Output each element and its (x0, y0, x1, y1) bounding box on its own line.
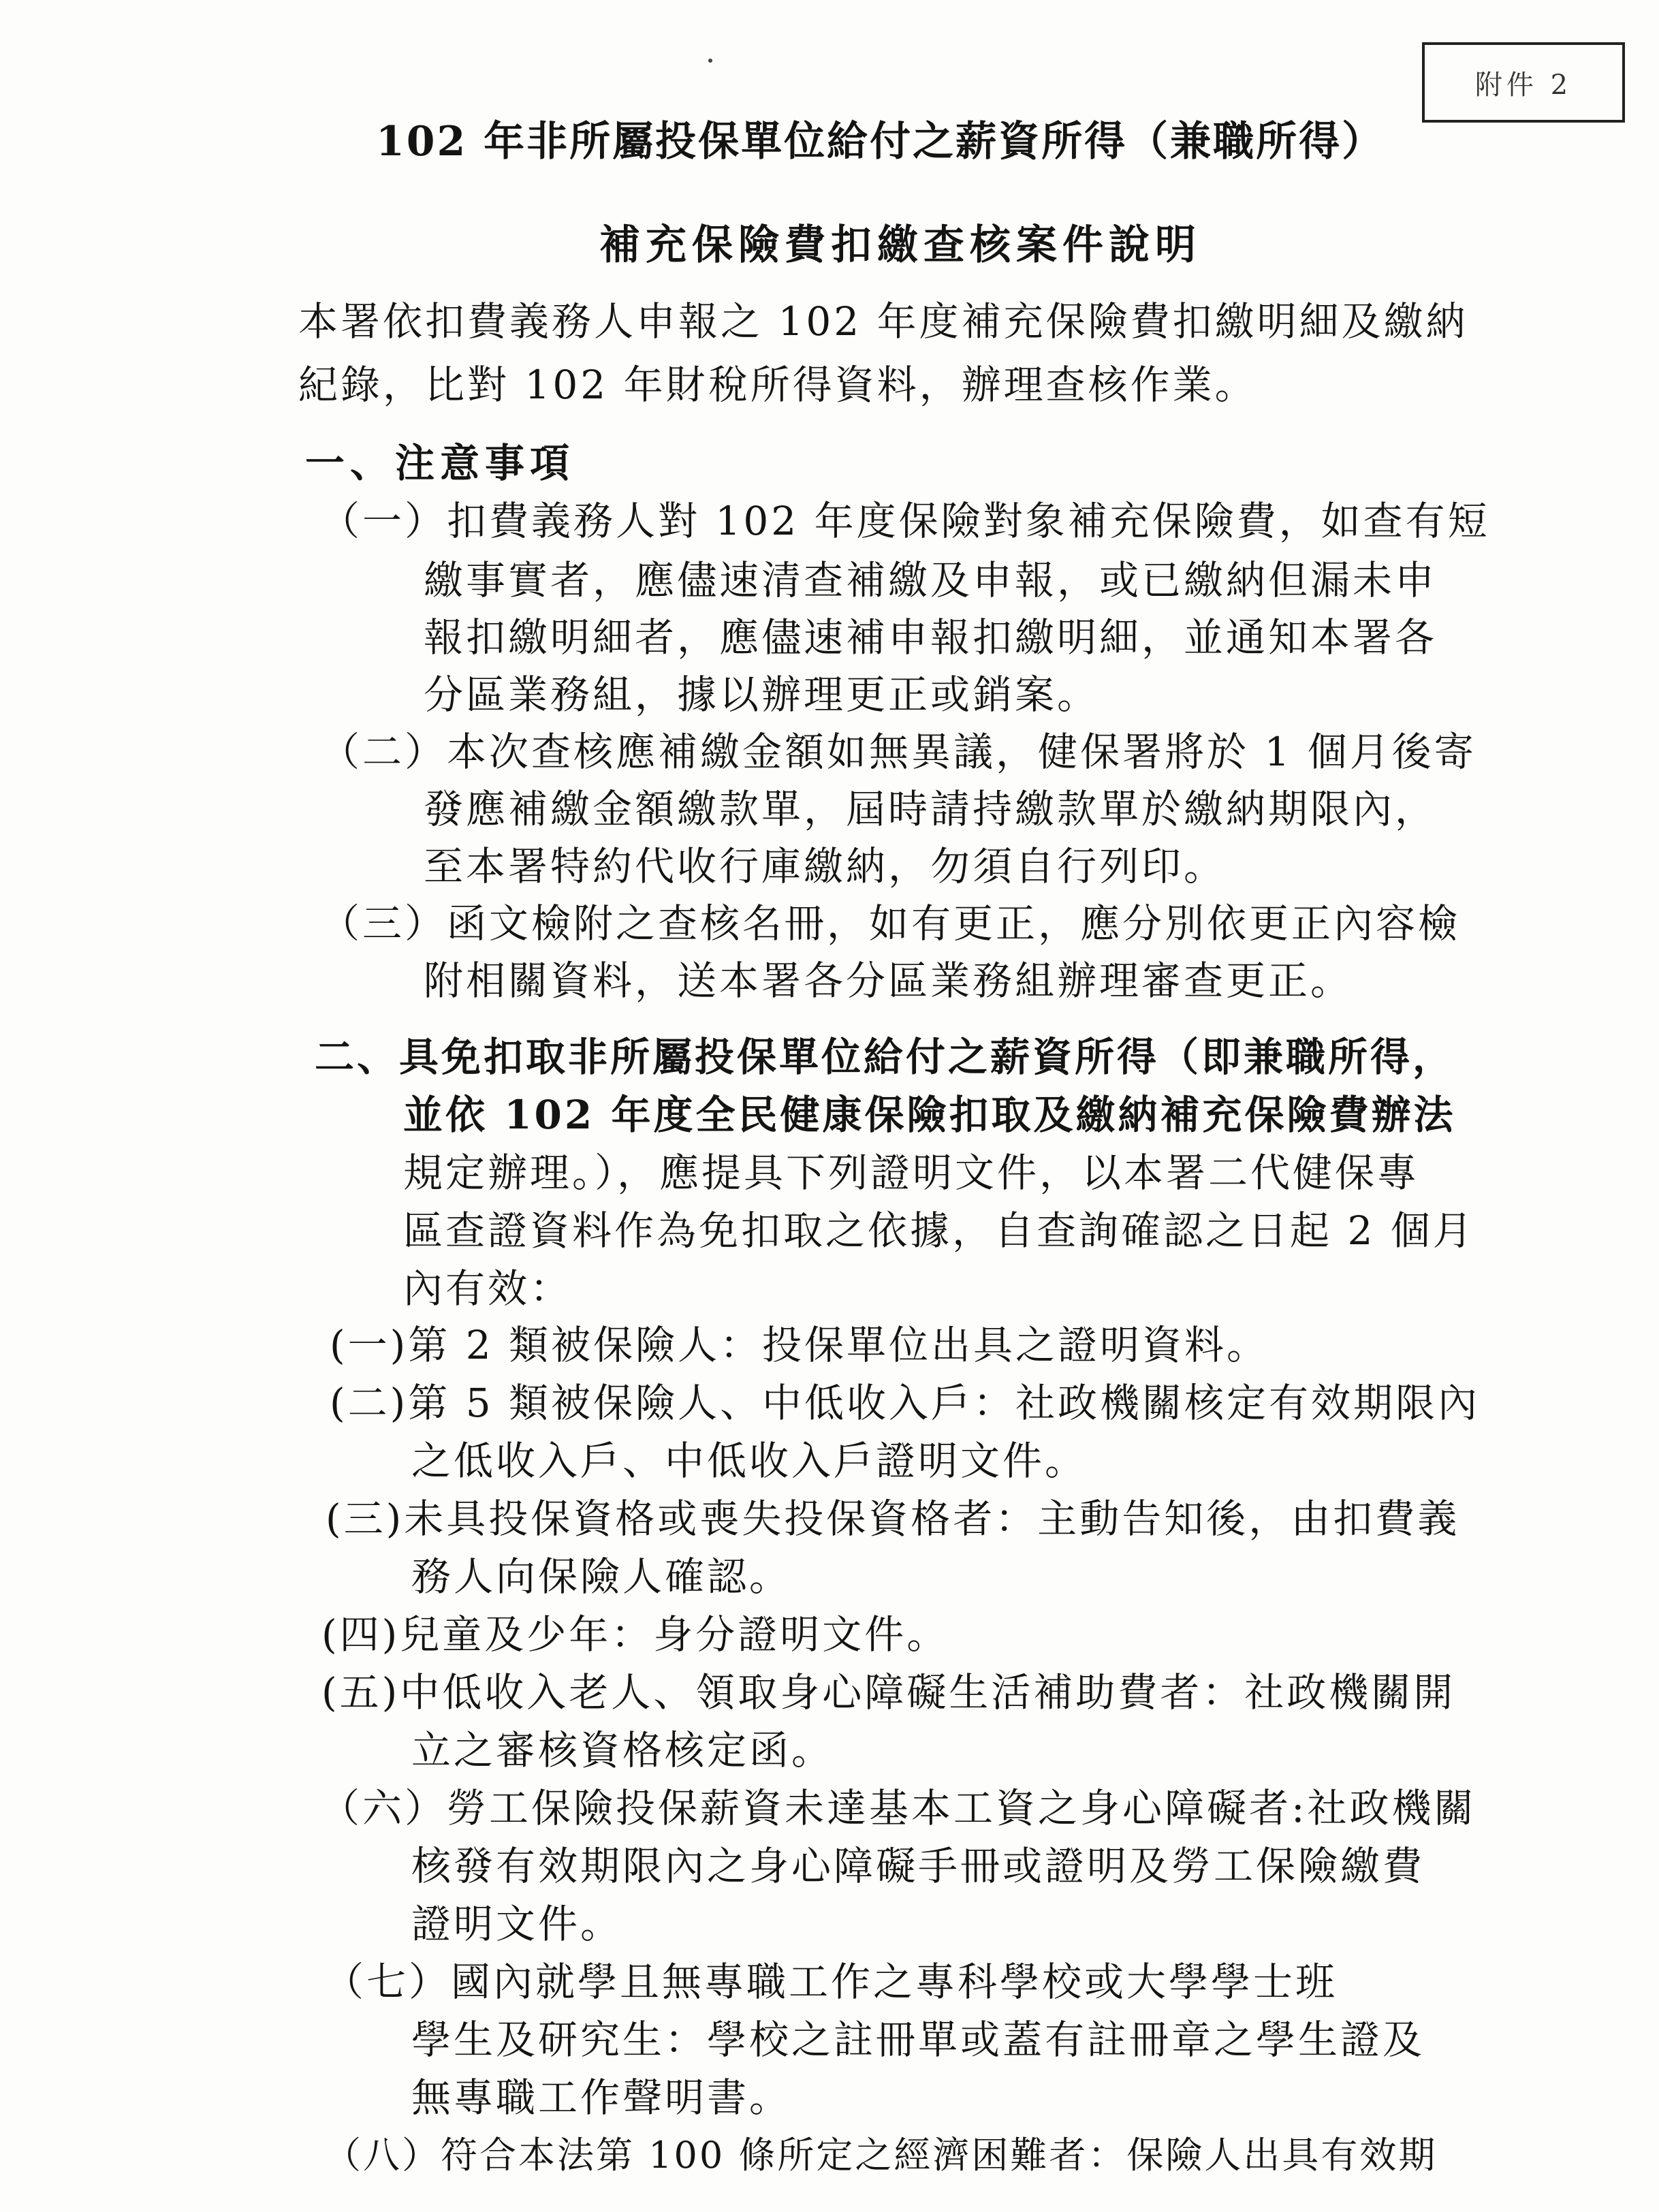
section2-line: (三)未具投保資格或喪失投保資格者：主動告知後，由扣費義 (326, 1496, 1460, 1542)
section2-line: 之低收入戶、中低收入戶證明文件。 (411, 1438, 1088, 1484)
section2-line: 核發有效期限內之身心障礙手冊或證明及勞工保險繳費 (411, 1843, 1425, 1889)
section2-line: 務人向保險人確認。 (411, 1553, 792, 1600)
section2-line: （六）勞工保險投保薪資未達基本工資之身心障礙者:社政機關 (320, 1785, 1476, 1831)
section1-line: （二）本次查核應補繳金額如無異議，健保署將於 1 個月後寄 (320, 729, 1476, 775)
section2-line: (一)第 2 類被保險人：投保單位出具之證明資料。 (330, 1322, 1269, 1368)
section2-line: (五)中低收入老人、領取身心障礙生活補助費者：社政機關開 (321, 1669, 1456, 1716)
section2-line: 無專職工作聲明書。 (411, 2074, 792, 2121)
section2-heading-line: 規定辦理。），應提具下列證明文件，以本署二代健保專 (403, 1150, 1420, 1196)
title-line-1: 102 年非所屬投保單位給付之薪資所得（兼職所得） (376, 118, 1385, 165)
intro-line-1: 本署依扣費義務人申報之 102 年度補充保險費扣繳明細及繳納 (298, 298, 1468, 345)
section1-line: 附相關資料，送本署各分區業務組辦理審查更正。 (424, 958, 1353, 1004)
section2-line: (四)兒童及少年：身分證明文件。 (321, 1611, 949, 1658)
section2-heading-line: 並依 102 年度全民健康保險扣取及繳納補充保險費辦法 (403, 1092, 1456, 1138)
section1-line: 分區業務組，據以辦理更正或銷案。 (424, 672, 1100, 718)
section2-line: （七）國內就學且無專職工作之專科學校或大學學士班 (324, 1959, 1338, 2005)
attachment-label: 附件 2 (1422, 42, 1625, 123)
section1-heading: 一、注意事項 (305, 440, 575, 486)
section2-line: 立之審核資格核定函。 (411, 1727, 834, 1773)
section1-line: 報扣繳明細者，應儘速補申報扣繳明細，並通知本署各 (424, 614, 1438, 661)
section1-line: （一）扣費義務人對 102 年度保險對象補充保險費，如查有短 (320, 498, 1490, 544)
title-line-2: 補充保險費扣繳查核案件說明 (599, 221, 1201, 269)
section1-line: 發應補繳金額繳款單，屆時請持繳款單於繳納期限內， (424, 786, 1438, 832)
scan-speck (708, 59, 712, 63)
section2-heading-line: 二、具免扣取非所屬投保單位給付之薪資所得（即兼職所得， (315, 1034, 1455, 1080)
intro-line-2: 紀錄，比對 102 年財稅所得資料，辦理查核作業。 (298, 362, 1257, 408)
section2-heading-line: 區查證資料作為免扣取之依據，自查詢確認之日起 2 個月 (403, 1207, 1475, 1254)
section1-line: 繳事實者，應儘速清查補繳及申報，或已繳納但漏未申 (424, 557, 1438, 603)
section2-line: 證明文件。 (411, 1901, 623, 1947)
section2-line: （八）符合本法第 100 條所定之經濟困難者：保險人出具有效期 (324, 2134, 1438, 2177)
section2-line: 學生及研究生：學校之註冊單或蓋有註冊章之學生證及 (411, 2017, 1425, 2063)
section1-line: 至本署特約代收行庫繳納，勿須自行列印。 (424, 843, 1227, 889)
section1-line: （三）函文檢附之查核名冊，如有更正，應分別依更正內容檢 (320, 900, 1461, 947)
section2-line: (二)第 5 類被保險人、中低收入戶：社政機關核定有效期限內 (330, 1380, 1481, 1426)
section2-heading-line: 內有效： (403, 1265, 573, 1312)
